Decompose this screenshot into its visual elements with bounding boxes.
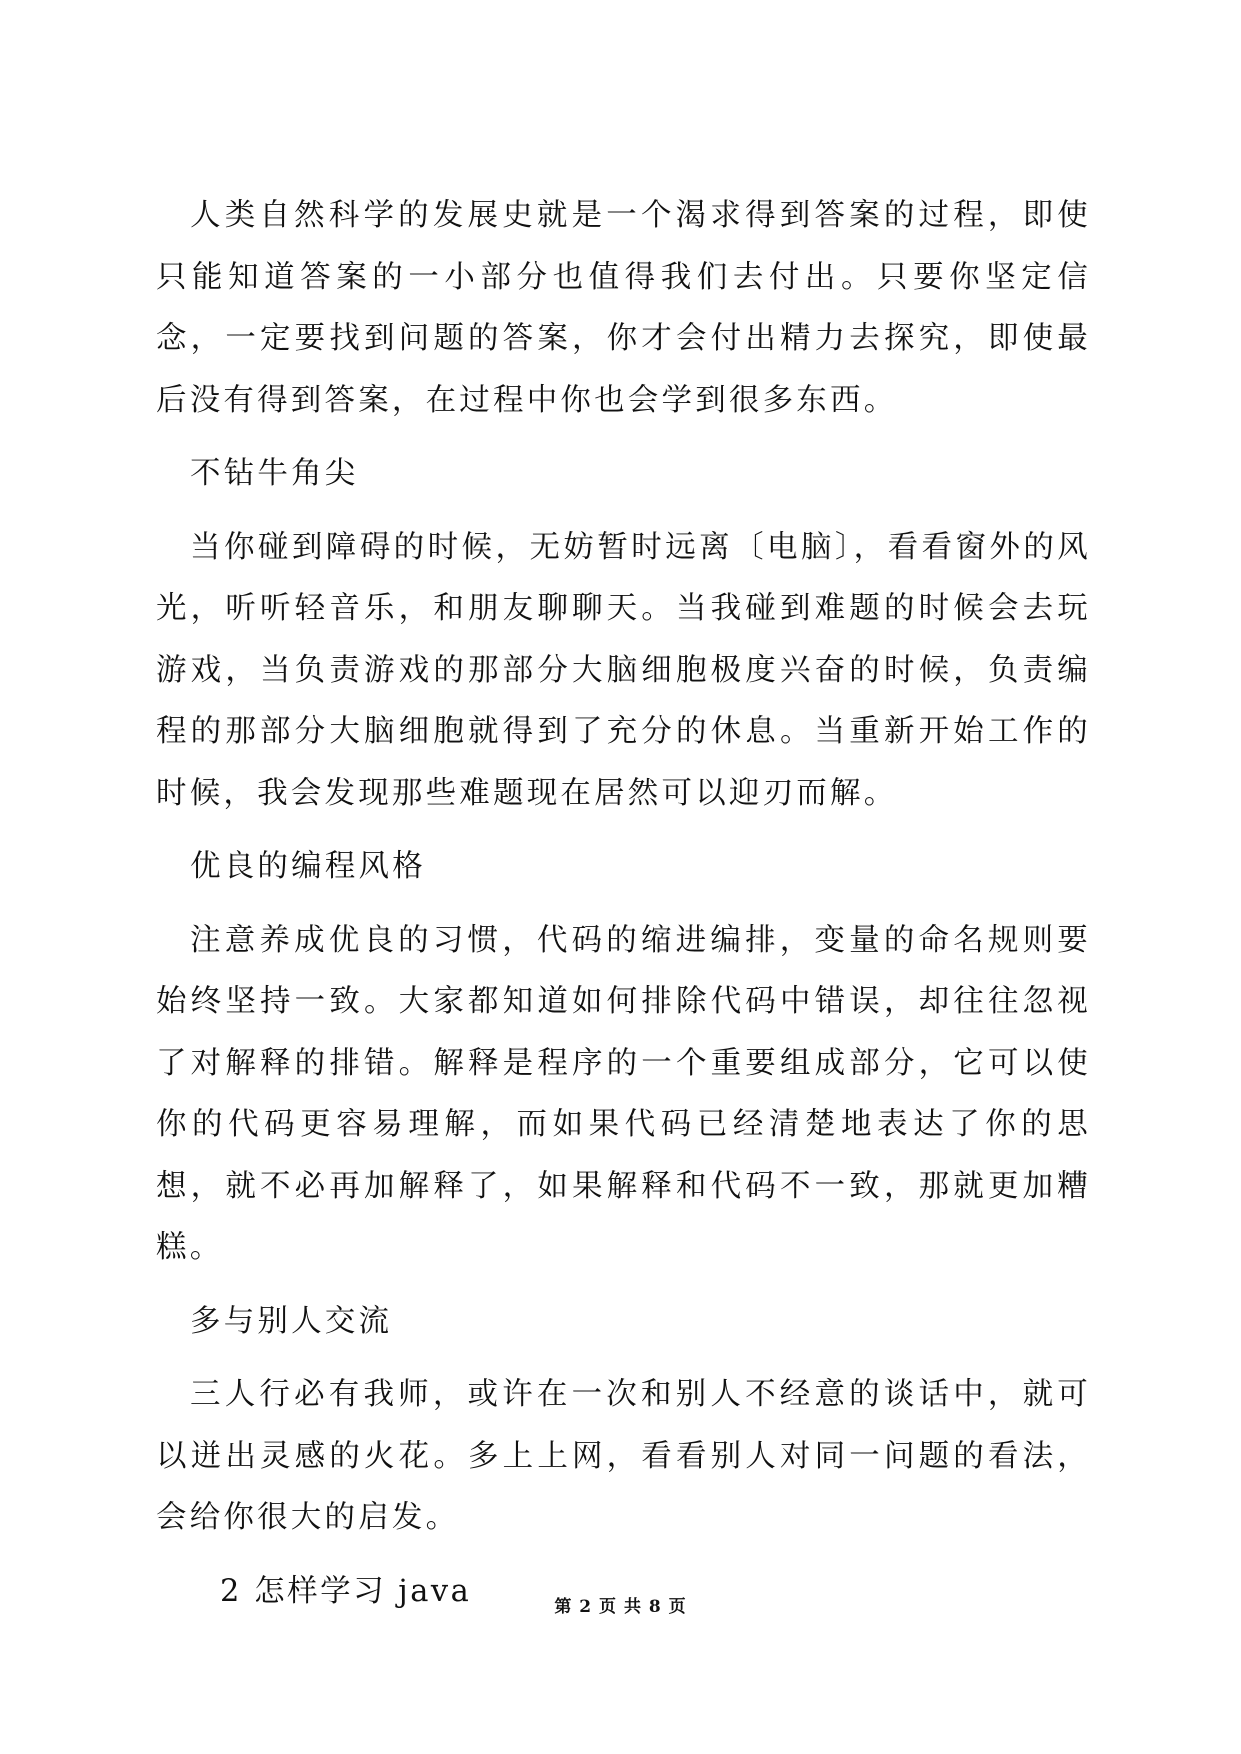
subheading: 优良的编程风格	[190, 849, 426, 884]
section-heading: 2 怎样学习 java	[220, 1573, 472, 1609]
document-body	[156, 185, 1091, 1622]
subheading: 多与别人交流	[190, 1303, 393, 1339]
paragraph: 注意养成优良的习惯，代码的缩进编排，变量的命名规则要始终坚持一致。大家都知道如何排除代码中错误，却往往忽视了对解释的排错。解释是程序的一个重要组成部分，它可以使你的代码更容易理解，而如果代码已经清楚地表达了你的思想，就不必再加解释了，如果解释和代码不一致，那就更加糟糕。	[156, 922, 1091, 1265]
paragraph: 当你碰到障碍的时候，无妨暂时远离〔电脑〕，看看窗外的风光，听听轻音乐，和朋友聊聊天。当我碰到难题的时候会去玩游戏，当负责游戏的那部分大脑细胞极度兴奋的时候，负责编程的那部分大脑细胞就得到了充分的休息。当重新开始工作的时候，我会发现那些难题现在居然可以迎刃而解。	[156, 529, 1091, 811]
paragraph: 三人行必有我师，或许在一次和别人不经意的谈话中，就可以迸出灵感的火花。多上上网，看看别人对同一问题的看法，会给你很大的启发。	[156, 1377, 1091, 1535]
subheading: 不钻牛角尖	[190, 456, 359, 491]
paragraph: 人类自然科学的发展史就是一个渴求得到答案的过程，即使只能知道答案的一小部分也值得我们去付出。只要你坚定信念，一定要找到问题的答案，你才会付出精力去探究，即使最后没有得到答案，在过程中你也会学到很多东西。	[156, 198, 1091, 418]
page-footer: 第 2 页 共 8 页	[554, 1597, 687, 1617]
